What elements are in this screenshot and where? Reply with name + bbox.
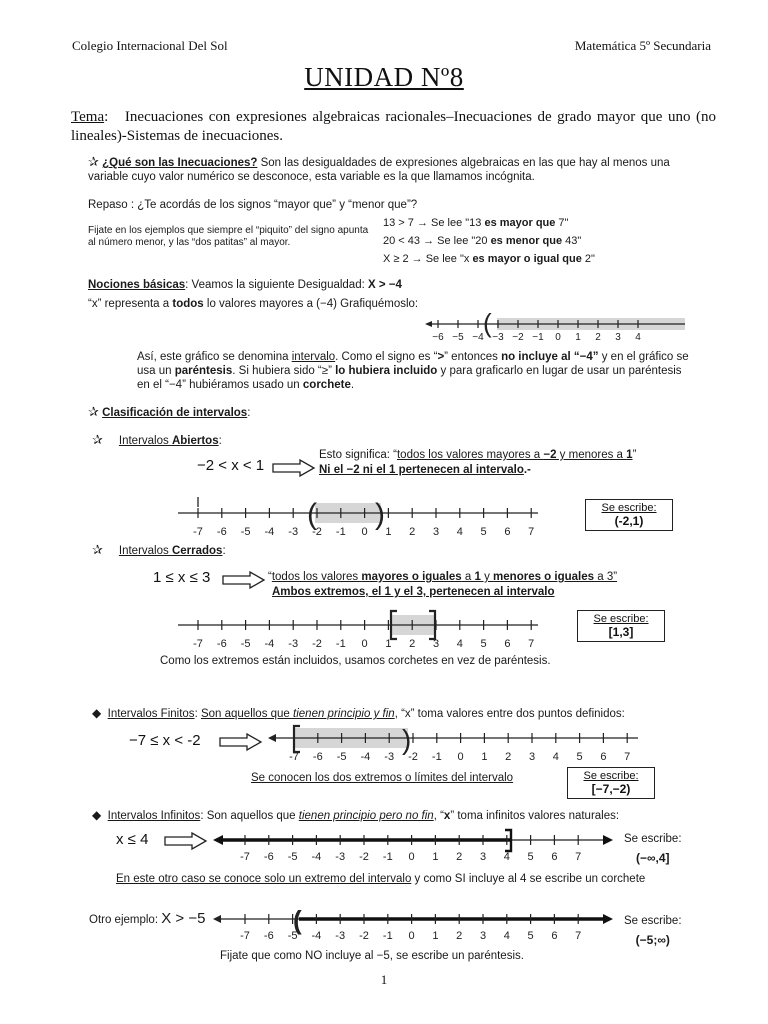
tick-label: -4 <box>311 930 322 942</box>
que-son-answer: Son las desigualdades de expresiones algebraicas en las que hay al menos una variable cuyo valor numérico se desconoce, esta variable es la que llamamos incógnita. <box>88 157 670 183</box>
tick-label: 5 <box>480 638 487 650</box>
diamond-bullet-icon: ◆ <box>92 706 102 720</box>
tick-label: 4 <box>503 930 510 942</box>
tick-label: −1 <box>532 332 544 343</box>
finitos-line: ◆ Intervalos Finitos: Son aquellos que tienen principio y fin, “x” toma valores entre dos puntos definidos: <box>92 706 625 720</box>
tick-label: -3 <box>288 526 299 538</box>
tick-label: 4 <box>552 751 559 763</box>
tick-label: -1 <box>382 930 393 942</box>
tick-label: 6 <box>504 526 511 538</box>
tick-label: −5 <box>452 332 464 343</box>
tick-label: -5 <box>287 851 298 863</box>
arrow-right-icon <box>603 835 613 845</box>
tick-label: -6 <box>216 638 227 650</box>
nociones-inequality: X > −4 <box>368 279 402 291</box>
cerrados-note: Como los extremos están incluidos, usamos corchetes en vez de paréntesis. <box>160 655 551 667</box>
tick-label: 6 <box>504 638 511 650</box>
tick-label: 5 <box>527 930 534 942</box>
tick-label: -6 <box>263 930 274 942</box>
number-line-5 <box>213 827 613 867</box>
close-parenthesis: ) <box>375 498 385 531</box>
number-line-4 <box>268 724 648 764</box>
tick-label: 5 <box>527 851 534 863</box>
otro-answer: Se escribe: (−5;∞) <box>624 915 682 947</box>
tick-label: 0 <box>361 638 368 650</box>
tick-label: 1 <box>481 751 488 763</box>
tick-label: 3 <box>479 930 487 942</box>
infinitos-line: ◆ Intervalos Infinitos: Son aquellos que tienen principio pero no fin, “x” toma infinitos valores naturales: <box>92 808 620 822</box>
tema-text: Inecuaciones con expresiones algebraicas racionales–Inecuaciones de grado mayor que uno (no lineales)-Sistemas de inecuaciones. <box>71 109 716 144</box>
star-icon: ✰ <box>88 404 99 419</box>
abiertos-answer-box: Se escribe: (-2,1) <box>585 499 673 531</box>
tick-label: 2 <box>409 526 416 538</box>
repaso-text: Repaso : ¿Te acordás de los signos “mayor que” y “menor que”? <box>88 199 418 211</box>
finitos-answer-box: Se escribe: [−7,−2) <box>567 767 655 799</box>
cerrados-answer-box: Se escribe: [1,3] <box>577 610 665 642</box>
tick-label: -5 <box>240 638 251 650</box>
hollow-arrow-icon <box>272 459 316 477</box>
star-icon: ✰ <box>88 154 99 169</box>
tick-label: 1 <box>385 526 392 538</box>
number-line-2 <box>173 495 573 541</box>
tick-label: -1 <box>335 638 346 650</box>
tick-label: 4 <box>456 638 463 650</box>
tick-label: 1 <box>432 930 439 942</box>
tick-label: 7 <box>528 638 535 650</box>
cerrados-inequality: 1 ≤ x ≤ 3 <box>153 569 211 586</box>
abiertos-heading: ✰ Intervalos Abiertos: <box>92 432 222 447</box>
tick-label: 2 <box>409 638 416 650</box>
tick-label: 5 <box>576 751 583 763</box>
example-1: 13 > 7 → Se lee "13 es mayor que 7" <box>383 217 569 229</box>
tick-label: -7 <box>240 851 250 863</box>
tick-label: 7 <box>575 851 582 863</box>
nociones-heading: Nociones básicas <box>88 279 186 291</box>
close-parenthesis: ) <box>402 724 412 755</box>
number-line-3 <box>173 607 573 653</box>
hollow-arrow-icon <box>222 571 266 589</box>
tick-label: 5 <box>480 526 487 538</box>
subject-name: Matemática 5º Secundaria <box>574 38 711 53</box>
star-icon: ✰ <box>92 432 103 447</box>
tema-paragraph: Tema: Inecuaciones con expresiones algebraicas racionales–Inecuaciones de grado mayor que uno (no lineales)-Sistemas de inecuaciones. <box>71 109 716 144</box>
tick-label: -3 <box>384 751 395 763</box>
tick-label: -7 <box>193 638 203 650</box>
nociones-line-2: “x” representa a todos lo valores mayores a (−4) Grafiquémoslo: <box>88 298 419 310</box>
tick-label: 2 <box>595 332 601 343</box>
tick-label: 7 <box>528 526 535 538</box>
example-3: X ≥ 2 → Se lee "x es mayor o igual que 2" <box>383 253 595 265</box>
open-parenthesis: ( <box>307 498 317 531</box>
diamond-bullet-icon: ◆ <box>92 808 102 822</box>
tick-label: -7 <box>193 526 203 538</box>
arrow-right-icon <box>603 914 613 924</box>
tick-label: -4 <box>311 851 322 863</box>
tick-label: -5 <box>287 930 298 942</box>
tick-label: -3 <box>288 638 299 650</box>
tick-label: 6 <box>551 851 558 863</box>
tick-label: 6 <box>600 751 607 763</box>
tick-label: −6 <box>432 332 444 343</box>
tick-label: -5 <box>336 751 347 763</box>
abiertos-inequality: −2 < x < 1 <box>197 457 265 474</box>
repaso-examples <box>383 214 595 268</box>
number-line-6 <box>213 906 613 946</box>
tick-label: 3 <box>432 526 440 538</box>
tick-label: -3 <box>335 930 346 942</box>
open-parenthesis: ( <box>293 905 302 935</box>
hollow-arrow-icon <box>164 832 208 850</box>
tick-label: -7 <box>240 930 250 942</box>
que-son-paragraph <box>88 155 700 184</box>
tick-label: -1 <box>431 751 442 763</box>
tick-label: 2 <box>456 851 463 863</box>
infinitos-inequality: x ≤ 4 <box>116 831 149 848</box>
que-son-question: ¿Qué son las Inecuaciones? <box>102 157 258 169</box>
arrow-left-icon <box>425 321 432 327</box>
tick-label: 0 <box>408 930 415 942</box>
tick-label: 0 <box>457 751 464 763</box>
tick-label: -6 <box>312 751 323 763</box>
tick-label: -6 <box>263 851 274 863</box>
arrow-left-icon <box>268 734 276 742</box>
arrow-left-icon <box>213 915 221 923</box>
page-title: UNIDAD Nº8 <box>304 62 464 92</box>
otro-note: Fijate que como NO incluye al −5, se escribe un paréntesis. <box>220 950 524 962</box>
infinitos-note: En este otro caso se conoce solo un extremo del intervalo y como SI incluye al 4 se escribe un corchete <box>116 873 646 885</box>
tick-label: -6 <box>216 526 227 538</box>
school-name: Colegio Internacional Del Sol <box>72 38 228 53</box>
tick-label: −3 <box>492 332 504 343</box>
tick-label: -5 <box>240 526 251 538</box>
page-number: 1 <box>380 972 388 987</box>
tick-label: −2 <box>512 332 524 343</box>
finitos-inequality: −7 ≤ x < -2 <box>129 732 201 749</box>
tick-label: 3 <box>615 332 621 343</box>
tema-label: Tema <box>71 109 105 125</box>
abiertos-description: Esto significa: “todos los valores mayores a −2 y menores a 1” Ni el −2 ni el 1 pertenecen al intervalo.- <box>319 449 637 476</box>
tick-label: 2 <box>505 751 512 763</box>
open-parenthesis: ( <box>483 308 492 338</box>
tick-label: 3 <box>432 638 440 650</box>
tick-label: -2 <box>359 930 369 942</box>
tick-label: 1 <box>432 851 439 863</box>
tick-label: 7 <box>575 930 582 942</box>
otro-inequality: X > −5 <box>161 910 206 927</box>
cerrados-heading: ✰ Intervalos Cerrados: <box>92 542 226 557</box>
tick-label: 2 <box>456 930 463 942</box>
nociones-line: Nociones básicas: Veamos la siguiente Desigualdad: X > −4 <box>88 279 402 291</box>
tick-label: -7 <box>289 751 299 763</box>
tick-label: -4 <box>264 526 275 538</box>
tick-label: -2 <box>408 751 418 763</box>
tick-label: 3 <box>479 851 487 863</box>
otro-ejemplo-label: Otro ejemplo: X > −5 <box>89 910 206 927</box>
tick-label: −4 <box>472 332 484 343</box>
tick-label: -4 <box>264 638 275 650</box>
repaso-tip: Fijate en los ejemplos que siempre el “piquito” del signo apunta al número menor, y las “dos patitas” al mayor. <box>88 225 369 248</box>
tick-label: 1 <box>575 332 581 343</box>
finitos-note: Se conocen los dos extremos o límites del intervalo <box>251 772 514 784</box>
tick-label: 4 <box>456 526 463 538</box>
cerrados-description: “todos los valores mayores o iguales a 1 y menores o iguales a 3” Ambos extremos, el 1 y el 3, pertenecen al intervalo <box>268 571 618 598</box>
tick-label: 1 <box>385 638 392 650</box>
hollow-arrow-icon <box>219 733 263 751</box>
tick-label: 4 <box>635 332 641 343</box>
infinitos-answer: Se escribe: (−∞,4] <box>624 833 682 865</box>
tick-label: 7 <box>624 751 631 763</box>
tick-label: -2 <box>312 638 322 650</box>
tick-label: -4 <box>360 751 371 763</box>
tick-label: 3 <box>528 751 536 763</box>
tick-label: -1 <box>335 526 346 538</box>
nociones-explanation: Así, este gráfico se denomina intervalo. Como el signo es “>” entonces no incluye al “−4” y en el gráfico se usa un paréntesis. Si hubiera sido “≥” lo hubiera incluido y para graficarlo en lugar de usar un paréntesis en el “−4” hubiéramos usado un corchete. <box>137 351 689 391</box>
clasificacion-heading: ✰ Clasificación de intervalos: <box>88 404 251 419</box>
tick-label: -3 <box>335 851 346 863</box>
tick-label: 6 <box>551 930 558 942</box>
tick-label: 0 <box>408 851 415 863</box>
tick-label: -1 <box>382 851 393 863</box>
star-icon: ✰ <box>92 542 103 557</box>
tick-label: 0 <box>555 332 561 343</box>
tick-label: -2 <box>312 526 322 538</box>
tick-label: -2 <box>359 851 369 863</box>
tick-label: 0 <box>361 526 368 538</box>
arrow-left-icon <box>213 835 223 845</box>
example-2: 20 < 43 → Se lee "20 es menor que 43" <box>383 235 582 247</box>
number-line-1 <box>425 308 695 344</box>
tick-label: 4 <box>503 851 510 863</box>
